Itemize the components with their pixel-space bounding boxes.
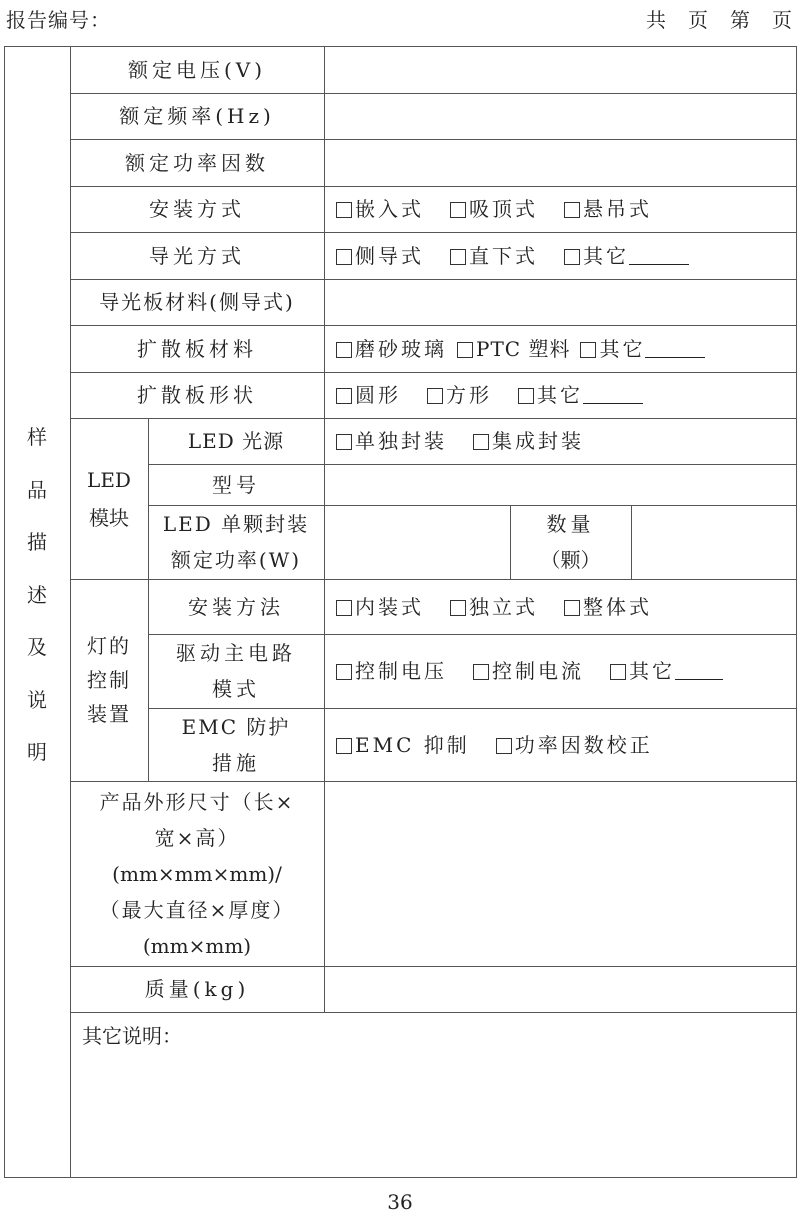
light-guide-options	[324, 232, 796, 279]
page-label-2: 页	[772, 8, 792, 32]
option-label: 侧导式	[355, 243, 424, 268]
led-light-source-label: LED 光源	[187, 429, 285, 453]
total-label: 共	[646, 8, 666, 32]
option-ceiling[interactable]	[450, 191, 538, 227]
checkbox-icon[interactable]	[336, 600, 352, 616]
checkbox-icon[interactable]	[336, 342, 352, 358]
option-label: 吸顶式	[469, 197, 538, 221]
option-label: 独立式	[469, 594, 538, 619]
rated-power-factor-value[interactable]	[324, 139, 796, 186]
option-voltage-control[interactable]	[336, 653, 447, 689]
mass-label: 质量(kg)	[144, 977, 250, 1001]
dimensions-label	[70, 781, 324, 966]
label-line: (mm×mm×mm)/	[112, 861, 282, 886]
option-single-package[interactable]	[336, 423, 447, 459]
other-notes-label: 其它说明：	[82, 1024, 182, 1048]
rated-voltage-label: 额定电压(V)	[127, 57, 267, 82]
other-blank-field[interactable]	[583, 385, 643, 404]
install-type-options	[324, 186, 796, 232]
rated-power-factor-label: 额定功率因数	[125, 150, 269, 175]
led-model-value[interactable]	[324, 464, 796, 505]
option-label: 控制电流	[492, 659, 584, 683]
page-count	[624, 4, 792, 33]
option-integral[interactable]	[564, 589, 652, 625]
option-ptc-plastic[interactable]	[457, 331, 570, 367]
label-line: （颗）	[540, 548, 601, 572]
section-char: 述	[27, 582, 47, 607]
group-label-line: 控制	[87, 668, 131, 692]
checkbox-icon[interactable]	[427, 388, 443, 404]
install-method-label: 安装方法	[188, 594, 284, 619]
dimensions-value[interactable]	[324, 781, 796, 966]
page-label: 页	[688, 8, 708, 32]
report-number-label: 报告编号：	[6, 8, 111, 32]
option-label: 整体式	[583, 594, 652, 619]
label-line: 产品外形尺寸（长×	[99, 789, 295, 814]
option-other[interactable]	[564, 238, 689, 274]
group-label-line: 灯的	[87, 634, 131, 658]
checkbox-icon[interactable]	[450, 202, 466, 218]
section-char: 说	[27, 687, 47, 712]
option-square[interactable]	[427, 377, 492, 413]
other-notes-area[interactable]	[70, 1012, 796, 1177]
led-single-power-label	[148, 505, 324, 579]
guide-plate-material-label: 导光板材料(侧导式)	[99, 290, 295, 314]
label-line: 措施	[212, 750, 260, 775]
checkbox-icon[interactable]	[336, 388, 352, 404]
option-side-lit[interactable]	[336, 238, 424, 274]
option-label: 磨砂玻璃	[355, 336, 447, 361]
option-label: 嵌入式	[355, 197, 424, 221]
led-quantity-value[interactable]	[631, 505, 796, 579]
option-power-factor-correction[interactable]	[496, 727, 653, 763]
option-embedded[interactable]	[336, 191, 424, 227]
option-direct-lit[interactable]	[450, 238, 538, 274]
section-char: 明	[27, 740, 47, 765]
option-pendant[interactable]	[564, 191, 652, 227]
light-guide-label: 导光方式	[149, 243, 245, 268]
option-current-control[interactable]	[473, 653, 584, 689]
checkbox-icon[interactable]	[564, 202, 580, 218]
section-char: 样	[27, 425, 47, 450]
mass-value[interactable]	[324, 966, 796, 1012]
install-method-options	[324, 579, 796, 634]
checkbox-icon[interactable]	[564, 249, 580, 265]
label-line: (mm×mm)	[142, 933, 252, 958]
checkbox-icon[interactable]	[473, 664, 489, 680]
option-other[interactable]	[610, 653, 723, 689]
checkbox-icon[interactable]	[580, 342, 596, 358]
option-label: 其它	[537, 383, 583, 407]
option-other[interactable]	[580, 331, 705, 367]
option-independent[interactable]	[450, 589, 538, 625]
other-blank-field[interactable]	[675, 661, 723, 680]
checkbox-icon[interactable]	[450, 600, 466, 616]
option-label: 直下式	[469, 243, 538, 268]
checkbox-icon[interactable]	[336, 249, 352, 265]
option-label: 集成封装	[492, 429, 584, 453]
option-label: 其它	[629, 659, 675, 683]
option-label: 圆形	[355, 383, 401, 407]
option-label: 功率因数校正	[514, 732, 653, 757]
drive-mode-options	[324, 634, 796, 708]
other-blank-field[interactable]	[629, 246, 689, 265]
label-line: 驱动主电路	[176, 641, 296, 665]
rated-voltage-value[interactable]	[324, 46, 796, 93]
option-label: 其它	[583, 243, 629, 268]
option-round[interactable]	[336, 377, 401, 413]
label-line: EMC 防护	[181, 714, 291, 739]
option-built-in[interactable]	[336, 589, 424, 625]
checkbox-icon[interactable]	[610, 664, 626, 680]
checkbox-icon[interactable]	[336, 664, 352, 680]
label-line: 数量	[546, 512, 595, 536]
checkbox-icon[interactable]	[518, 388, 534, 404]
group-label-line: LED	[87, 467, 131, 492]
option-integrated-package[interactable]	[473, 423, 584, 459]
option-label: 其它	[599, 336, 646, 361]
other-blank-field[interactable]	[645, 339, 705, 358]
page-number: 36	[387, 1190, 413, 1214]
checkbox-icon[interactable]	[496, 738, 512, 754]
checkbox-icon[interactable]	[450, 249, 466, 265]
option-label: EMC 抑制	[355, 732, 470, 757]
emc-protection-label	[148, 708, 324, 781]
led-module-group-label	[70, 418, 148, 579]
rated-frequency-value[interactable]	[324, 93, 796, 139]
emc-options	[324, 708, 796, 781]
led-model-label: 型号	[212, 472, 260, 497]
diffuser-shape-options	[324, 372, 796, 418]
section-char: 及	[27, 635, 47, 660]
label-line: 模式	[212, 677, 260, 701]
label-line: 额定功率(W)	[170, 548, 302, 572]
guide-plate-material-value[interactable]	[324, 279, 796, 325]
label-line: （最大直径×厚度）	[99, 897, 295, 922]
led-single-power-value[interactable]	[324, 505, 510, 579]
nth-label: 第	[730, 8, 750, 32]
rated-frequency-label: 额定频率(Hz)	[119, 104, 275, 128]
group-label-line: 装置	[87, 702, 131, 726]
drive-mode-label	[148, 634, 324, 708]
option-label: 悬吊式	[583, 197, 652, 221]
option-emc-suppression[interactable]	[336, 727, 470, 763]
checkbox-icon[interactable]	[473, 434, 489, 450]
option-frosted-glass[interactable]	[336, 331, 447, 367]
group-label-line: 模块	[89, 505, 129, 530]
section-char: 品	[27, 477, 47, 502]
label-line: LED 单颗封装	[162, 512, 310, 536]
option-label: 方形	[446, 383, 492, 407]
checkbox-icon[interactable]	[564, 600, 580, 616]
section-label	[4, 410, 70, 780]
label-line: 宽×高）	[154, 825, 240, 850]
diffuser-material-options	[324, 325, 796, 372]
checkbox-icon[interactable]	[336, 202, 352, 218]
option-label: 单独封装	[355, 429, 447, 453]
control-gear-group-label	[70, 579, 148, 781]
section-char: 描	[27, 530, 47, 555]
checkbox-icon[interactable]	[457, 342, 473, 358]
option-other[interactable]	[518, 377, 643, 413]
option-label: PTC 塑料	[476, 336, 571, 361]
install-type-label: 安装方式	[149, 197, 245, 221]
led-quantity-label	[510, 505, 631, 579]
diffuser-shape-label: 扩散板形状	[137, 383, 257, 407]
checkbox-icon[interactable]	[336, 434, 352, 450]
option-label: 内装式	[355, 594, 424, 619]
checkbox-icon[interactable]	[336, 738, 352, 754]
diffuser-material-label: 扩散板材料	[137, 336, 257, 361]
option-label: 控制电压	[355, 659, 447, 683]
led-light-source-options	[324, 418, 796, 464]
